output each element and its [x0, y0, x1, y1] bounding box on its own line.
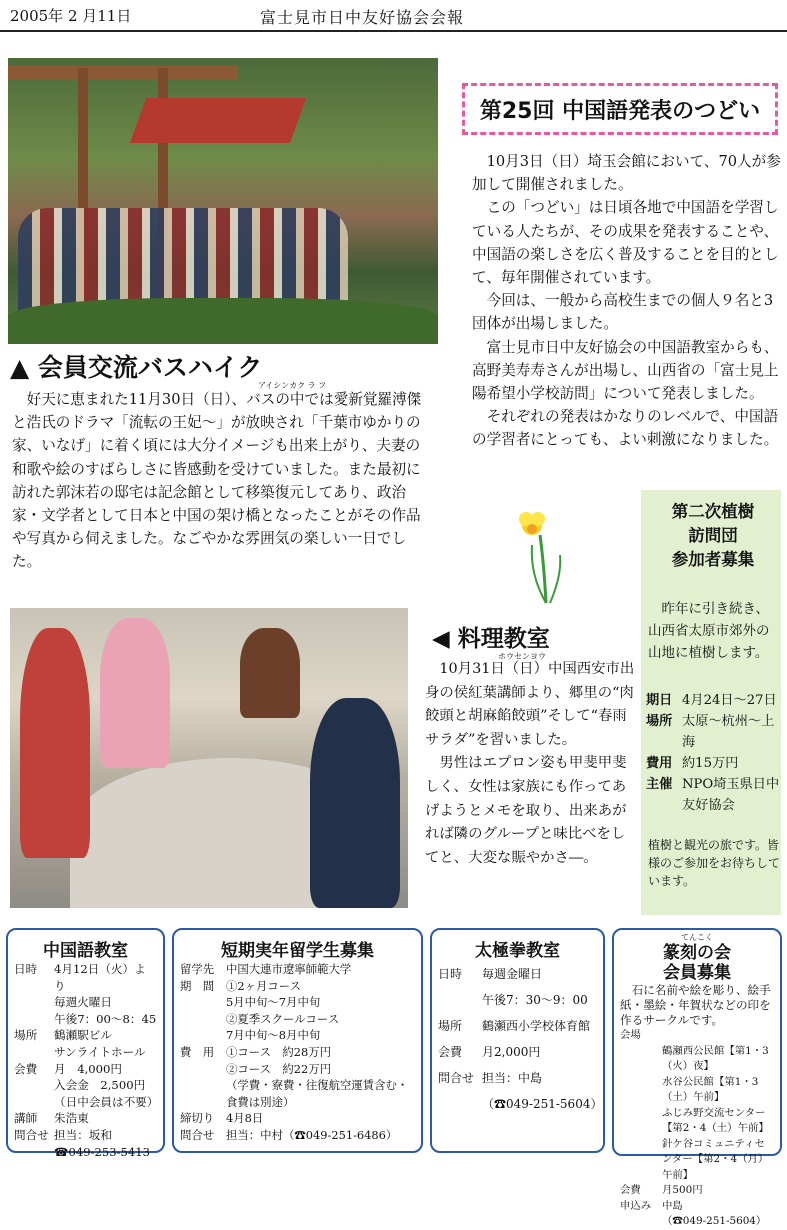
- card-row-value: 中国大連市遼寧師範大学: [226, 962, 352, 976]
- card-row: [620, 1199, 774, 1215]
- card-row-label: [180, 1027, 226, 1044]
- card-title: 短期実年留学生募集: [221, 941, 374, 961]
- card-row-label: 問合せ: [438, 1071, 475, 1085]
- card-ruby: てんこく: [681, 933, 713, 942]
- card-row-label: 日時: [438, 967, 463, 981]
- tree-planting-intro: 昨年に引き続き、山西省太原市郊外の山地に植樹します。: [648, 601, 770, 661]
- card-row-label: [14, 1077, 54, 1094]
- card-row-value: ふじみ野交流センター【第2・4（土）午前】: [662, 1106, 769, 1134]
- card-row-value: 5月中旬～7月中旬: [226, 995, 321, 1010]
- card-row-label: [14, 1144, 54, 1161]
- card-row: [180, 1061, 415, 1078]
- ruby-aishinkakura: アイシンカク ラ フ: [258, 381, 327, 390]
- card-row-label: 会費: [438, 1045, 463, 1059]
- card-row-value: 水谷公民館【第1・3（土）午前】: [662, 1075, 759, 1103]
- card-row-value: ②夏季スクールコース: [226, 1011, 340, 1026]
- taichi-card: [430, 928, 605, 1153]
- card-row-label: [620, 1214, 662, 1230]
- card-row: [180, 994, 415, 1011]
- card-row-value: ①2ヶ月コース: [226, 978, 302, 993]
- card-row: [14, 1144, 157, 1161]
- daffodil-icon: [510, 505, 570, 605]
- card-row-value: 担当：坂和: [54, 1127, 112, 1142]
- card-row: [438, 1065, 597, 1091]
- card-row: [14, 1027, 157, 1044]
- card-row-label: [14, 994, 54, 1011]
- tree-planting-title-line: 参加者募集: [671, 550, 755, 569]
- card-row-label: 申込み: [620, 1199, 652, 1212]
- card-row-value: （☎049-251-5604）: [662, 1215, 767, 1227]
- card-row-label: [14, 1094, 54, 1111]
- cooking-paragraph: 男性はエプロン姿も甲斐甲斐しく、女性は家族にも作ってあげようとメモを取り、出来あがれば隣のグループと味比べをしてと、大変な賑やかさ―。: [425, 755, 627, 866]
- card-row: [620, 1044, 774, 1075]
- card-row-label: 費 用: [180, 1044, 215, 1059]
- card-row: [14, 994, 157, 1011]
- detail-value: NPO埼玉県日中友好協会: [682, 777, 780, 813]
- card-row: [180, 1027, 415, 1044]
- chinese-event-title: 第25回 中国語発表のつどい: [479, 98, 761, 124]
- tree-planting-details: [646, 690, 780, 816]
- card-details: [432, 961, 603, 1117]
- card-row-label: 会場: [620, 1029, 641, 1041]
- card-row: [438, 1013, 597, 1039]
- card-row: [14, 1127, 157, 1144]
- card-row: [180, 1110, 415, 1127]
- card-row-label: 問合せ: [180, 1127, 215, 1142]
- card-row-label: [180, 1011, 226, 1028]
- card-row-label: 場所: [14, 1028, 38, 1043]
- card-row-value: 毎週火曜日: [54, 995, 112, 1010]
- card-row-label: 日時: [14, 962, 38, 976]
- card-row: [14, 1044, 157, 1061]
- card-row-label: 講師: [14, 1111, 38, 1126]
- tree-planting-title-line: 第二次植樹: [671, 502, 755, 521]
- detail-row: [646, 753, 780, 774]
- tree-planting-title: [648, 500, 778, 572]
- card-title: [614, 943, 780, 983]
- detail-row: [646, 774, 780, 816]
- card-row: [180, 1011, 415, 1028]
- card-details: [174, 961, 421, 1144]
- card-row-label: [180, 994, 226, 1011]
- cooking-title: ◀ 料理教室: [432, 626, 550, 652]
- card-row-label: [14, 1011, 54, 1028]
- chinese-event-paragraph: 今回は、一般から高校生までの個人９名と3団体が出場しました。: [472, 292, 774, 333]
- card-row-value: 午後7：00～8：45: [54, 1011, 157, 1026]
- card-row-label: [620, 1075, 662, 1106]
- card-details: [614, 1028, 780, 1230]
- card-row-value: 鶴瀬西小学校体育館: [482, 1019, 591, 1033]
- detail-label: 主催: [646, 777, 673, 792]
- card-row-value: 朱浩東: [54, 1111, 89, 1126]
- card-row-value: ☎049-253-5413: [54, 1144, 151, 1159]
- cooking-class-photo: [10, 608, 408, 908]
- chinese-event-paragraph: 富士見市日中友好協会の中国語教室からも、高野美寿寿さんが出場し、山西省の「富士見上陽希望小学校訪問」について発表しました。: [472, 338, 779, 403]
- card-row-value: 毎週金曜日: [482, 967, 543, 981]
- card-row-label: 会費: [620, 1184, 641, 1196]
- card-row: [620, 1214, 774, 1230]
- card-title: 中国語教室: [43, 941, 128, 961]
- card-row-label: [620, 1044, 662, 1075]
- tree-planting-title-line: 訪問団: [688, 526, 738, 545]
- card-row: [180, 978, 415, 995]
- card-row-value: ②コース 約22万円: [226, 1061, 332, 1076]
- detail-label: 場所: [646, 714, 673, 729]
- card-row: [14, 1011, 157, 1028]
- card-row: [620, 1106, 774, 1137]
- detail-row: [646, 711, 780, 753]
- issue-date: 2005年 2 月11日: [10, 7, 132, 25]
- card-row-label: [438, 987, 482, 1013]
- card-row: [620, 1028, 774, 1044]
- card-row: [180, 1077, 415, 1110]
- card-row-value: 針ケ谷コミュニティセンター【第2・4（月）午前】: [662, 1137, 769, 1181]
- card-row: [438, 1039, 597, 1065]
- card-row-value: （日中会員は不要）: [54, 1094, 159, 1109]
- card-row-value: 午後7：30～9：00: [482, 993, 588, 1007]
- chinese-event-paragraph: それぞれの発表はかなりのレベルで、中国語の学習者にとっても、よい刺激になりました。: [472, 408, 779, 449]
- bus-hike-group-photo: [8, 58, 438, 344]
- card-row-value: 担当：中島: [482, 1071, 543, 1085]
- detail-row: [646, 690, 780, 711]
- card-row: [620, 1075, 774, 1106]
- card-row-value: 月2,000円: [482, 1045, 541, 1059]
- card-row: [438, 987, 597, 1013]
- card-row-label: [438, 1091, 482, 1117]
- cooking-paragraph: 10月31日（日）中国西安市出身の侯紅葉講師より、郷里の“肉餃頭と胡麻餡餃頭”そして“春雨サラダ”を習いました。: [425, 661, 635, 748]
- card-row: [180, 1127, 415, 1144]
- bus-hike-title: ▲ 会員交流バスハイク: [10, 353, 263, 382]
- card-intro: 石に名前や絵を彫り、絵手紙・墨絵・年賀状などの印を作るサークルです。: [620, 983, 771, 1027]
- card-row: [438, 961, 597, 987]
- card-details: [8, 961, 163, 1160]
- chinese-event-paragraph: 10月3日（日）埼玉会館において、70人が参加して開催されました。: [472, 153, 781, 194]
- bus-hike-body: 好天に恵まれた11月30日（日）、バスの中では愛新覚羅溥傑と浩氏のドラマ「流転の王妃～」が放映され「千葉市ゆかりの家、いなげ」に着く頃には大分イメージも出来上がり、夫妻の和歌や絵のすばらしさに皆感動を受けていました。また最初に訪れた郭沫若の邸宅は記念館として移築復元してあり、政治家・文学者として日本と中国の架け橋となったことがその作品や写真から伺えました。なごやかな雰囲気の楽しい一日でした。: [12, 391, 422, 571]
- cooking-body: [425, 658, 639, 870]
- card-row-label: [620, 1106, 662, 1137]
- ruby-houkouyou: ホウセンヨウ: [498, 652, 546, 661]
- card-row-label: 場所: [438, 1019, 463, 1033]
- detail-label: 費用: [646, 756, 673, 771]
- detail-value: 約15万円: [682, 756, 739, 771]
- study-abroad-card: [172, 928, 423, 1153]
- card-row-label: 問合せ: [14, 1127, 49, 1142]
- chinese-event-body: [472, 150, 784, 452]
- card-row-label: 期 間: [180, 978, 215, 993]
- card-row-value: 4月12日（火）より: [54, 962, 146, 993]
- newsletter-title: 富士見市日中友好協会会報: [260, 8, 465, 27]
- card-row-label: 留学先: [180, 962, 215, 976]
- tree-planting-note: 植樹と観光の旅です。皆様のご参加をお待ちしています。: [648, 838, 781, 888]
- chinese-class-card: [6, 928, 165, 1159]
- seal-carving-card: [612, 928, 782, 1227]
- card-row: [620, 1183, 774, 1199]
- card-row-value: 担当：中村（☎049-251-6486）: [226, 1127, 398, 1142]
- card-title-line: 篆刻の会: [663, 943, 731, 963]
- card-row-value: 月500円: [662, 1184, 703, 1196]
- card-row: [14, 1061, 157, 1078]
- chinese-event-title-box: [462, 83, 778, 135]
- card-row-value: サンライトホール: [54, 1044, 146, 1059]
- card-row: [438, 1091, 603, 1117]
- card-row: [180, 961, 415, 978]
- card-row-value: 中島: [662, 1199, 683, 1212]
- card-row-value: 鶴瀬駅ビル: [54, 1028, 112, 1043]
- detail-value: 太原～杭州～上海: [682, 714, 775, 750]
- card-row-label: 会費: [14, 1061, 38, 1076]
- card-title: 太極拳教室: [475, 941, 560, 961]
- card-row-value: 7月中旬～8月中旬: [226, 1028, 321, 1043]
- detail-label: 期日: [646, 693, 673, 708]
- card-row-label: 締切り: [180, 1111, 215, 1126]
- card-row-value: （☎049-251-5604）: [482, 1097, 603, 1111]
- card-row: [14, 1110, 157, 1127]
- card-row: [14, 961, 157, 994]
- card-row-value: 鶴瀬西公民館【第1・3（火）夜】: [662, 1044, 769, 1072]
- card-row-value: 入会金 2,500円: [54, 1078, 146, 1093]
- card-title-line: 会員募集: [663, 963, 731, 983]
- chinese-event-paragraph: この「つどい」は日頃各地で中国語を学習している人たちが、その成果を発表することや、中国語の楽しさを広く普及することを目的として、毎年開催されています。: [472, 199, 779, 287]
- card-row: [180, 1044, 415, 1061]
- card-row: [14, 1094, 157, 1111]
- card-row-value: 月 4,000円: [54, 1061, 122, 1076]
- card-row-label: [180, 1061, 226, 1078]
- card-row: [14, 1077, 157, 1094]
- card-row-value: 4月8日: [226, 1111, 264, 1126]
- detail-value: 4月24日～27日: [682, 693, 777, 708]
- card-row-label: [180, 1077, 226, 1110]
- card-row-label: [14, 1044, 54, 1061]
- card-row-value: ①コース 約28万円: [226, 1044, 332, 1059]
- card-row-value: （学費・寮費・往復航空運賃含む・食費は別途）: [226, 1078, 409, 1109]
